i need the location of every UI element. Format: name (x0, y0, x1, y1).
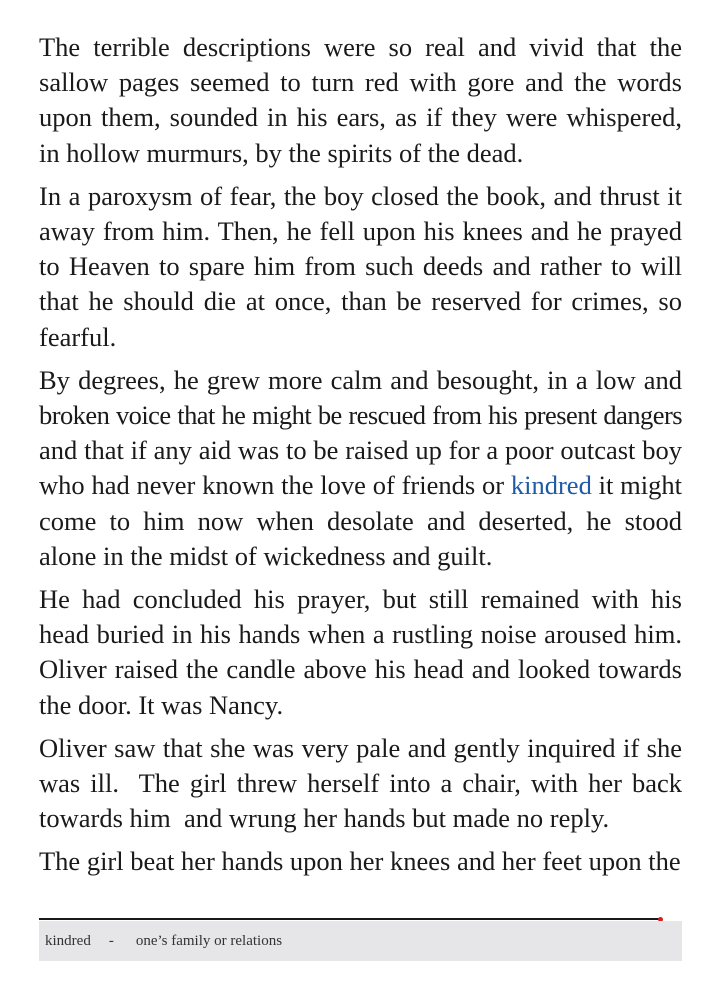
paragraph-3-line-2: broken voice that he might be rescued from his present dangers (39, 400, 682, 431)
page-body (39, 30, 689, 888)
paragraph-5: Oliver saw that she was very pale and gently inquired if she was ill. The girl threw herself into a chair, with her back towards him and wrung her hands but made no reply. (39, 732, 689, 834)
paragraph-2: In a paroxysm of fear, the boy closed the book, and thrust it away from him. Then, he fell upon his knees and he prayed to Heaven to spare him from such deeds and rather to will that he should die at once, than be reserved for crimes, so fearful. (39, 180, 682, 352)
paragraph-1: The terrible descriptions were so real and vivid that the sallow pages seemed to turn red with gore and the words upon them, sounded in his ears, as if they were whispered, in hollow murmurs, by the spirits of the dead. (39, 32, 682, 168)
footnote-term: kindred (45, 932, 91, 949)
paragraph-6: The girl beat her hands upon her knees and her feet upon the (39, 846, 681, 877)
footnote-divider (39, 918, 659, 920)
paragraph-4: He had concluded his prayer, but still remained with his head buried in his hands when a rustling noise aroused him. Oliver raised the candle above his head and looked towards the door. It was Nancy. (39, 584, 682, 720)
paragraph-3-line-1: By degrees, he grew more calm and besought, in a low and (39, 364, 682, 395)
footnote-separator: - (108, 932, 114, 949)
paragraph-3-text-before: and that if any aid was to be raised up for a poor outcast boy who had never known the love of friends or (39, 435, 682, 501)
glossary-word-link[interactable]: kindred (510, 470, 592, 501)
paragraph-3 (39, 363, 682, 574)
glossary-footnote (39, 921, 682, 961)
paragraph-3-text-after: it might come to him now when desolate and deserted, he stood alone in the midst of wickedness and guilt. (39, 470, 683, 571)
footnote-definition: one’s family or relations (135, 932, 283, 949)
